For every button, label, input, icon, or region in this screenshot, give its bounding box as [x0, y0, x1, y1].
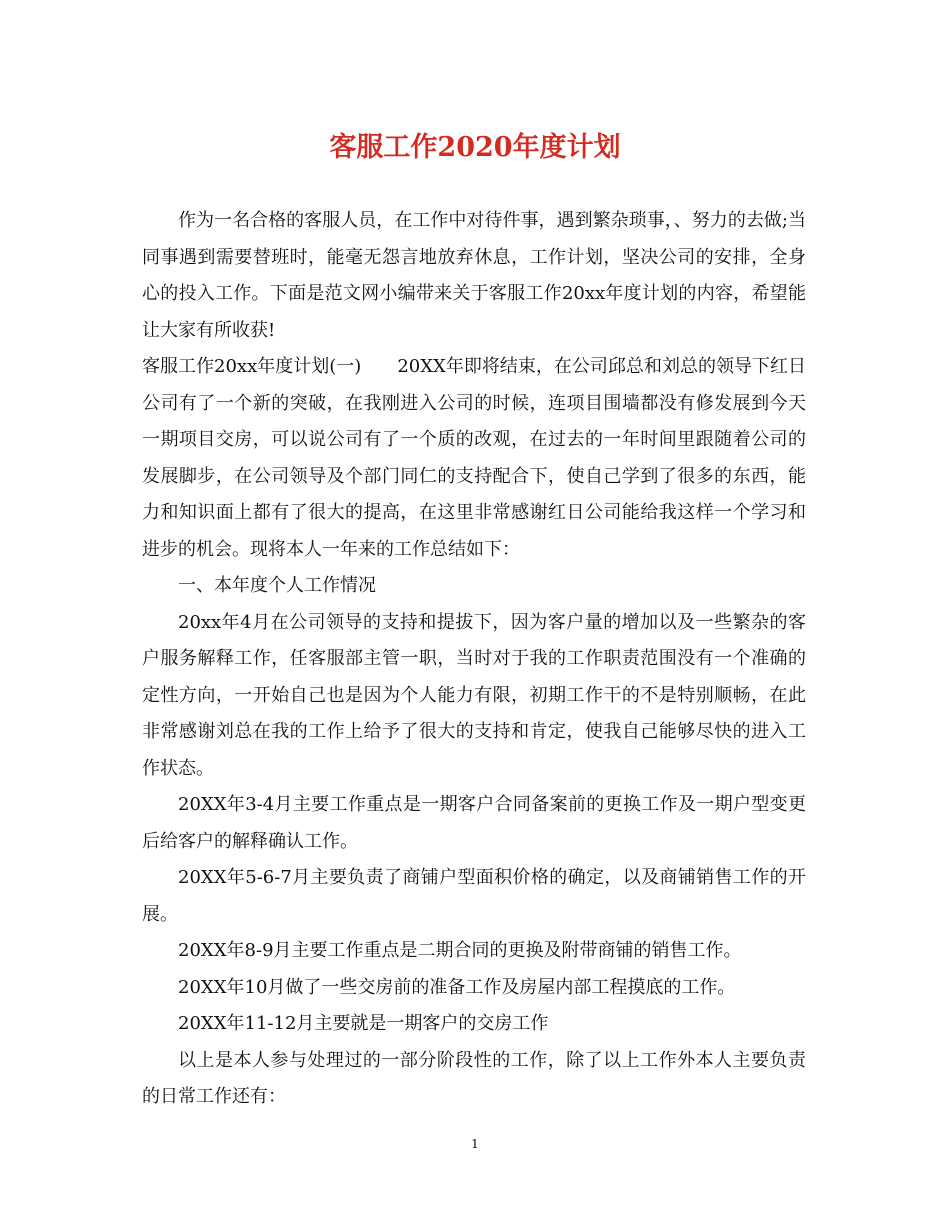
paragraph-october: 20XX年10月做了一些交房前的准备工作及房屋内部工程摸底的工作。: [178, 976, 736, 998]
page-number: 1: [471, 1137, 479, 1151]
paragraph-daily-work: 以上是本人参与处理过的一部分阶段性的工作，除了以上工作外本人主要负责的日常工作还有：: [142, 1049, 806, 1107]
paragraph-nov-dec: 20XX年11-12月主要就是一期客户的交房工作: [178, 1013, 549, 1034]
paragraph-aug-sep: 20XX年8-9月主要工作重点是二期合同的更换及附带商铺的销售工作。: [178, 940, 742, 961]
paragraph-april: 20xx年4月在公司领导的支持和提拔下，因为客户量的增加以及一些繁杂的客户服务解释工作，任客服部主管一职，当时对于我的工作职责范围没有一个准确的定性方向，一开始自己也是因为个人能力有限，初期工作干的不是特别顺畅，在此非常感谢刘总在我的工作上给予了很大的支持和肯定，使我自己能够尽快的进入工作状态。: [142, 611, 806, 779]
paragraph-march-april: 20XX年3-4月主要工作重点是一期客户合同备案前的更换工作及一期户型变更后给客户的解释确认工作。: [142, 794, 806, 852]
paragraph-intro: 作为一名合格的客服人员，在工作中对待件事，遇到繁杂琐事，、努力的去做;当同事遇到需要替班时，能毫无怨言地放弃休息，工作计划，坚决公司的安排，全身心的投入工作。下面是范文网小编带来关于客服工作20xx年度计划的内容，希望能让大家有所收获!: [142, 210, 806, 341]
document-body: [142, 203, 806, 1116]
document-title: 客服工作2020年度计划: [329, 132, 621, 163]
paragraph-section-heading: 一、本年度个人工作情况: [178, 575, 376, 596]
paragraph-may-july: 20XX年5-6-7月主要负责了商铺户型面积价格的确定，以及商铺销售工作的开展。: [142, 867, 806, 925]
paragraph-plan-one: 客服工作20xx年度计划(一) 20XX年即将结束，在公司邱总和刘总的领导下红日公司有了一个新的突破，在我刚进入公司的时候，连项目围墙都没有修发展到今天一期项目交房，可以说公司有了一个质的改观，在过去的一年时间里跟随着公司的发展脚步，在公司领导及个部门同仁的支持配合下，使自己学到了很多的东西，能力和知识面上都有了很大的提高，在这里非常感谢红日公司能给我这样一个学习和进步的机会。现将本人一年来的工作总结如下：: [142, 356, 806, 560]
